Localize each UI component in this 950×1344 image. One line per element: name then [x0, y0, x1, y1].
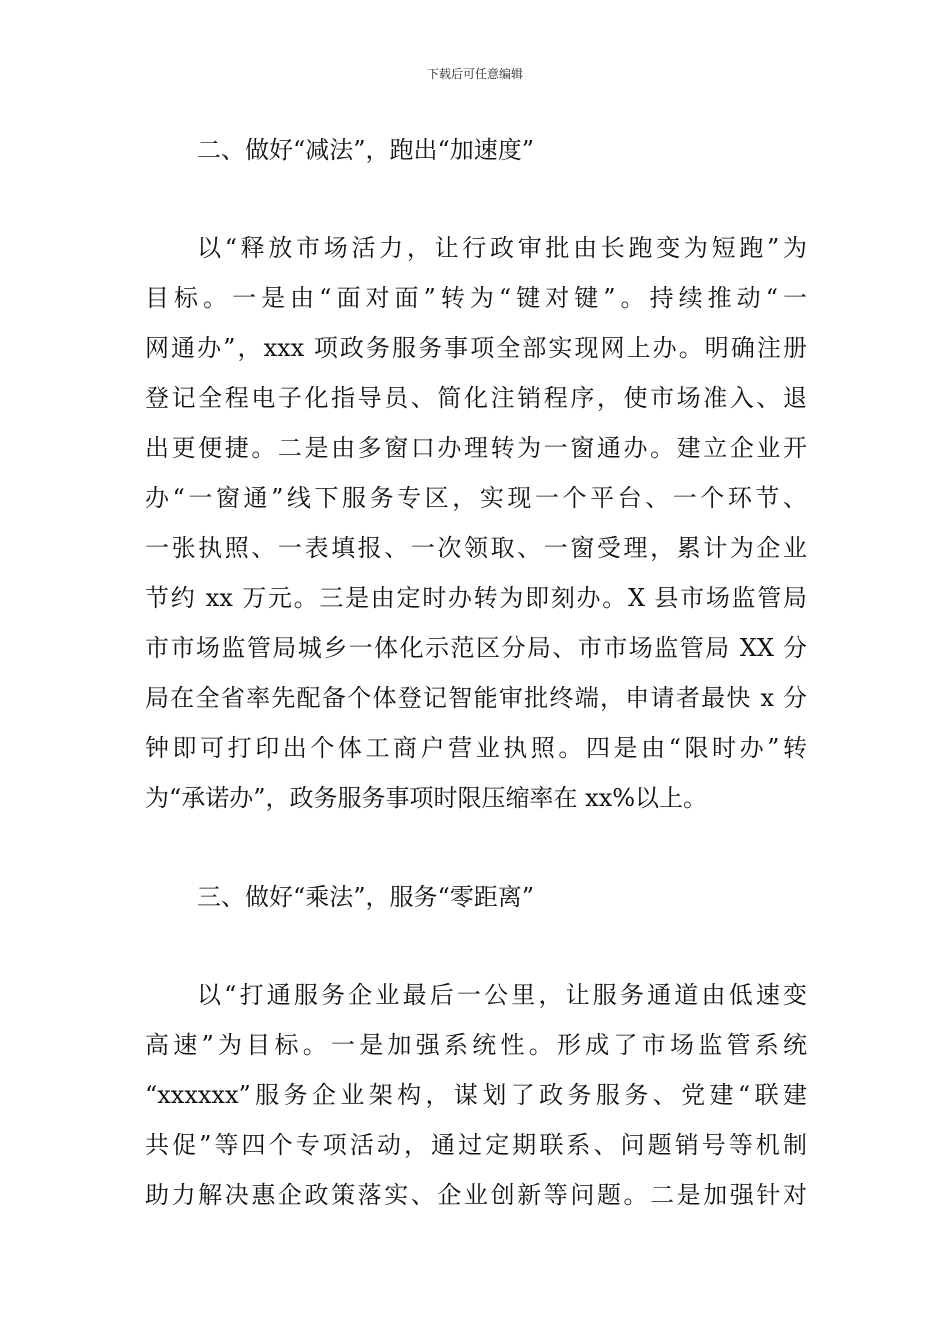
paragraph-line: 一张执照、一表填报、一次领取、一窗受理，累计为企业: [145, 534, 807, 562]
section-2-paragraph: [145, 223, 807, 823]
paragraph-line: 以“打通服务企业最后一公里，让服务通道由低速变: [197, 981, 807, 1009]
paragraph-line: 出更便捷。二是由多窗口办理转为一窗通办。建立企业开: [145, 434, 807, 462]
paragraph-line: “xxxxxx”服务企业架构，谋划了政务服务、党建“联建: [145, 1081, 807, 1109]
paragraph-line: 局在全省率先配备个体登记智能审批终端，申请者最快 x 分: [145, 684, 807, 712]
paragraph-line: 以“释放市场活力，让行政审批由长跑变为短跑”为: [197, 234, 807, 262]
page-header: 下载后可任意编辑: [426, 67, 523, 81]
section-2-heading: 二、做好“减法”，跑出“加速度”: [197, 136, 535, 164]
paragraph-line: 登记全程电子化指导员、简化注销程序，使市场准入、退: [145, 384, 807, 412]
paragraph-line: 目标。一是由“面对面”转为“键对键”。持续推动“一: [145, 284, 807, 312]
paragraph-line: 市市场监管局城乡一体化示范区分局、市市场监管局 XX 分: [145, 634, 807, 662]
paragraph-line: 助力解决惠企政策落实、企业创新等问题。二是加强针对: [145, 1181, 807, 1209]
section-3-heading: 三、做好“乘法”，服务“零距离”: [197, 883, 535, 911]
paragraph-line: 高速”为目标。一是加强系统性。形成了市场监管系统: [145, 1031, 807, 1059]
paragraph-line: 共促”等四个专项活动，通过定期联系、问题销号等机制: [145, 1131, 807, 1159]
paragraph-line: 钟即可打印出个体工商户营业执照。四是由“限时办”转: [145, 734, 807, 762]
paragraph-line: 节约 xx 万元。三是由定时办转为即刻办。X 县市场监管局: [145, 584, 807, 612]
paragraph-line: 网通办”，xxx 项政务服务事项全部实现网上办。明确注册: [145, 334, 807, 362]
paragraph-line: 办“一窗通”线下服务专区，实现一个平台、一个环节、: [145, 484, 807, 512]
paragraph-line: 为“承诺办”，政务服务事项时限压缩率在 xx%以上。: [145, 784, 708, 812]
section-3-paragraph: [145, 970, 807, 1220]
